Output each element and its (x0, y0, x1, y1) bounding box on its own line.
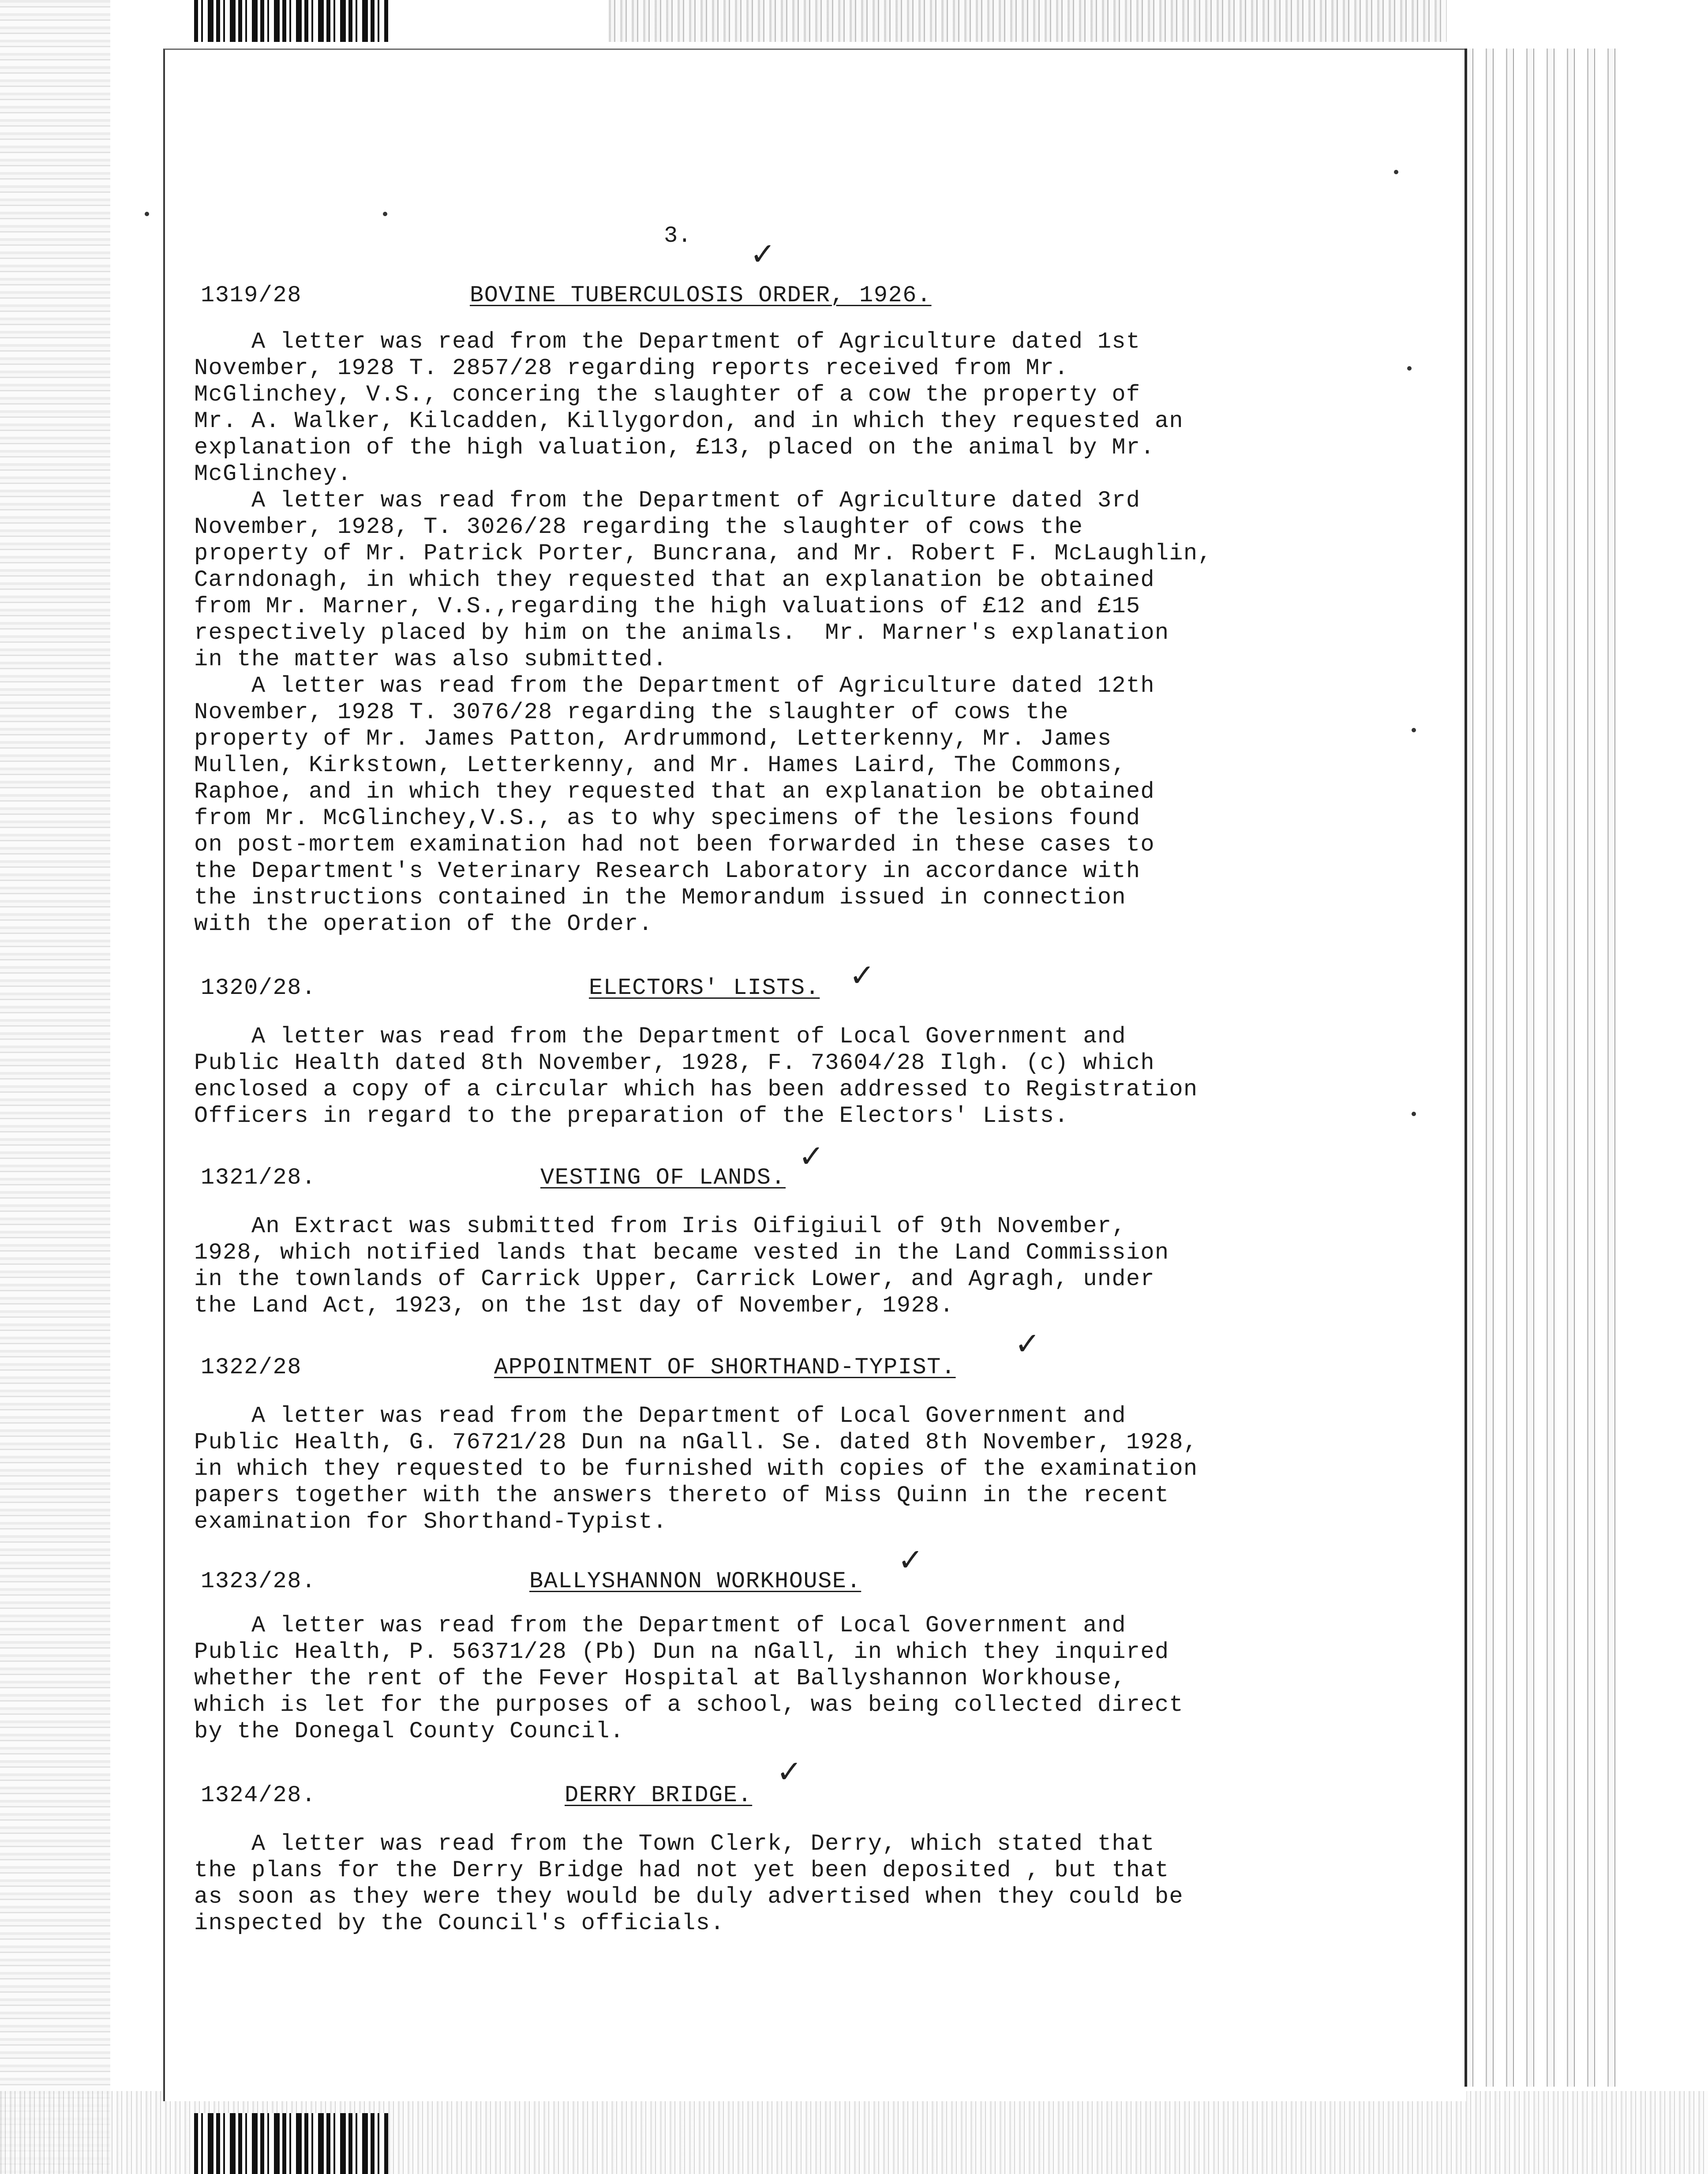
paragraph-line: A letter was read from the Department of Agriculture dated 1st (194, 329, 1141, 355)
minute-reference: 1320/28. (201, 975, 316, 1001)
minute-reference: 1322/28 (201, 1354, 302, 1380)
paragraph-line: McGlinchey. (194, 461, 352, 487)
stray-mark (1412, 1112, 1416, 1116)
minute-reference: 1321/28. (201, 1165, 316, 1191)
paragraph-line: the Land Act, 1923, on the 1st day of November, 1928. (194, 1293, 954, 1319)
paragraph (194, 1831, 1385, 1937)
check-mark-icon: ✓ (849, 957, 875, 993)
paragraph-line: McGlinchey, V.S., concering the slaughter of a cow the property of (194, 382, 1141, 408)
paragraph-line: inspected by the Council's officials. (194, 1910, 725, 1936)
paragraph-line: November, 1928 T. 3076/28 regarding the slaughter of cows the (194, 699, 1069, 725)
page-right-edge (1465, 49, 1467, 2087)
stray-mark (145, 212, 149, 216)
paragraph-line: Public Health, G. 76721/28 Dun na nGall. Se. dated 8th November, 1928, (194, 1429, 1198, 1455)
paragraph-line: property of Mr. Patrick Porter, Buncrana, and Mr. Robert F. McLaughlin, (194, 540, 1212, 566)
paragraph (194, 1403, 1385, 1535)
paragraph-line: as soon as they were they would be duly advertised when they could be (194, 1884, 1184, 1910)
paragraph-line: November, 1928 T. 2857/28 regarding reports received from Mr. (194, 355, 1069, 381)
minute-reference: 1319/28 (201, 282, 302, 308)
paragraph-line: from Mr. McGlinchey,V.S., as to why specimens of the lesions found (194, 805, 1141, 831)
section-heading: ELECTORS' LISTS. (589, 975, 820, 1001)
paragraph-line: whether the rent of the Fever Hospital at Ballyshannon Workhouse, (194, 1665, 1126, 1691)
paragraph-line: in which they requested to be furnished with copies of the examination (194, 1456, 1198, 1482)
paragraph-line: An Extract was submitted from Iris Oifigiuil of 9th November, (194, 1213, 1126, 1239)
paragraph-line: A letter was read from the Department of Local Government and (194, 1403, 1126, 1429)
barcode-bottom (194, 2113, 388, 2174)
check-mark-icon: ✓ (798, 1138, 824, 1174)
paragraph-line: 1928, which notified lands that became vested in the Land Commission (194, 1240, 1169, 1266)
paragraph-line: respectively placed by him on the animals. Mr. Marner's explanation (194, 620, 1169, 646)
paragraph-line: examination for Shorthand-Typist. (194, 1509, 667, 1535)
stray-mark (383, 212, 387, 216)
scan-edge-top (609, 0, 1447, 42)
paragraph-line: Raphoe, and in which they requested that an explanation be obtained (194, 779, 1155, 805)
minute-reference: 1324/28. (201, 1782, 316, 1808)
paragraph-line: A letter was read from the Town Clerk, Derry, which stated that (194, 1831, 1155, 1857)
paragraph-line: Public Health dated 8th November, 1928, F. 73604/28 Ilgh. (c) which (194, 1050, 1155, 1076)
paragraph-line: the plans for the Derry Bridge had not yet been deposited , but that (194, 1857, 1169, 1883)
paragraph-line: from Mr. Marner, V.S.,regarding the high valuations of £12 and £15 (194, 593, 1141, 619)
paragraph-line: A letter was read from the Department of Local Government and (194, 1023, 1126, 1050)
paragraph-line: the Department's Veterinary Research Laboratory in accordance with (194, 858, 1141, 884)
paragraph-line: property of Mr. James Patton, Ardrummond, Letterkenny, Mr. James (194, 726, 1112, 752)
page-number: 3. (664, 223, 692, 249)
paragraph (194, 329, 1385, 487)
stray-mark (1394, 170, 1398, 174)
section-heading: VESTING OF LANDS. (540, 1165, 786, 1191)
paragraph-line: on post-mortem examination had not been forwarded in these cases to (194, 832, 1155, 858)
paragraph (194, 1213, 1385, 1319)
paragraph-line: Officers in regard to the preparation of the Electors' Lists. (194, 1103, 1069, 1129)
paragraph-line: November, 1928, T. 3026/28 regarding the slaughter of cows the (194, 514, 1083, 540)
section-heading: BOVINE TUBERCULOSIS ORDER, 1926. (470, 282, 932, 308)
paragraph-line: A letter was read from the Department of Agriculture dated 12th (194, 673, 1155, 699)
section-heading: BALLYSHANNON WORKHOUSE. (529, 1568, 861, 1594)
paragraph-line: Mr. A. Walker, Kilcadden, Killygordon, and in which they requested an (194, 408, 1184, 434)
paragraph-line: in the townlands of Carrick Upper, Carrick Lower, and Agragh, under (194, 1266, 1155, 1292)
check-mark-icon: ✓ (776, 1754, 802, 1790)
stray-mark (1407, 366, 1412, 371)
minute-reference: 1323/28. (201, 1568, 316, 1594)
paragraph-line: A letter was read from the Department of Agriculture dated 3rd (194, 487, 1141, 514)
check-mark-icon: ✓ (750, 236, 776, 272)
paragraph-line: which is let for the purposes of a school, was being collected direct (194, 1692, 1184, 1718)
scan-edge-left (0, 0, 110, 2174)
paragraph-line: by the Donegal County Council. (194, 1718, 625, 1744)
paragraph (194, 673, 1385, 937)
paragraph-line: the instructions contained in the Memorandum issued in connection (194, 885, 1126, 911)
paragraph (194, 1023, 1385, 1129)
paragraph-line: with the operation of the Order. (194, 911, 653, 937)
paragraph (194, 1612, 1385, 1745)
paragraph-line: A letter was read from the Department of Local Government and (194, 1612, 1126, 1638)
barcode-top (194, 0, 388, 42)
stray-mark (1412, 728, 1416, 732)
section-heading: APPOINTMENT OF SHORTHAND-TYPIST. (494, 1354, 956, 1380)
paragraph-line: in the matter was also submitted. (194, 646, 667, 672)
section-heading: DERRY BRIDGE. (565, 1782, 753, 1808)
paragraph (194, 487, 1385, 673)
check-mark-icon: ✓ (898, 1542, 924, 1578)
paragraph-line: Carndonagh, in which they requested that an explanation be obtained (194, 567, 1155, 593)
paragraph-line: papers together with the answers thereto of Miss Quinn in the recent (194, 1482, 1169, 1508)
paragraph-line: Public Health, P. 56371/28 (Pb) Dun na nGall, in which they inquired (194, 1639, 1169, 1665)
check-mark-icon: ✓ (1015, 1326, 1041, 1362)
paragraph-line: explanation of the high valuation, £13, placed on the animal by Mr. (194, 435, 1155, 461)
paragraph-line: enclosed a copy of a circular which has been addressed to Registration (194, 1076, 1198, 1102)
paragraph-line: Mullen, Kirkstown, Letterkenny, and Mr. Hames Laird, The Commons, (194, 752, 1126, 778)
